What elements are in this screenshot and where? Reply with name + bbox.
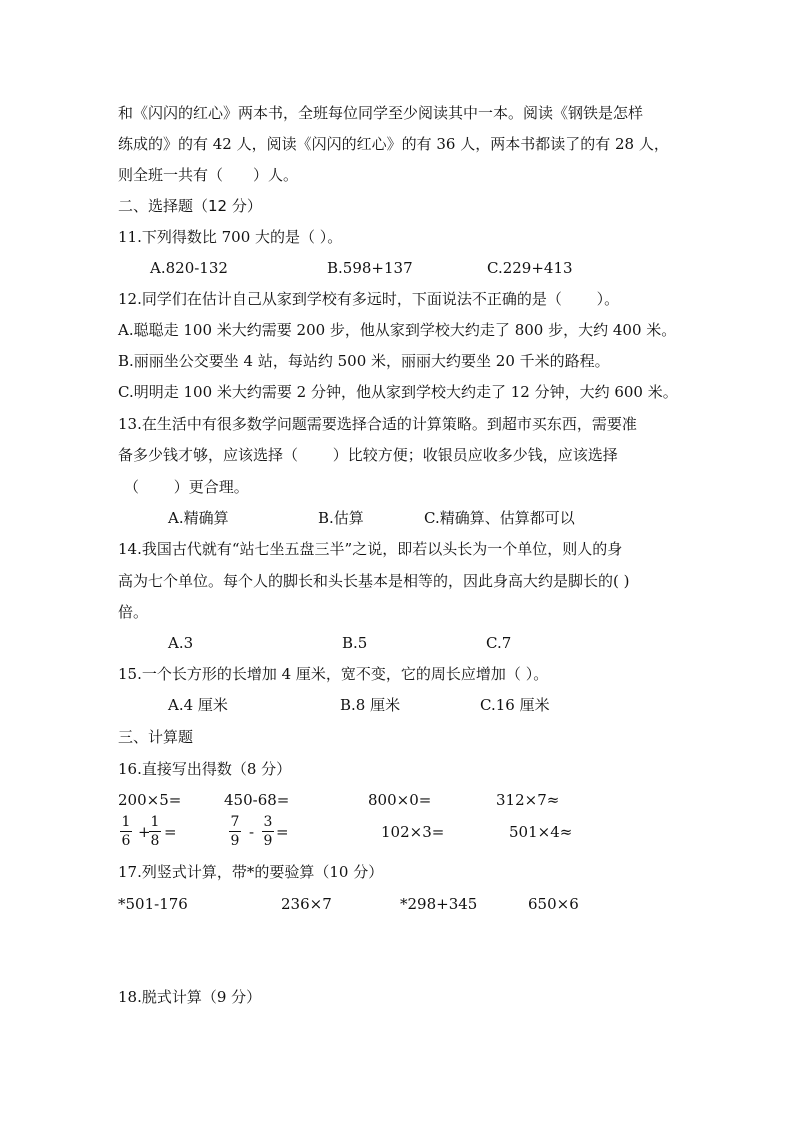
q17-item-1: *501-176 <box>118 895 188 913</box>
q14-option-b: B.5 <box>342 634 368 652</box>
intro-line-2: 练成的》的有 42 人，阅读《闪闪的红心》的有 36 人，两本书都读了的有 28 人， <box>118 135 669 153</box>
minus-sign: - <box>249 823 255 841</box>
q14-option-c: C.7 <box>486 634 512 652</box>
denominator: 6 <box>121 833 131 849</box>
fraction-bar <box>229 831 241 832</box>
q14-line-1: 14.我国古代就有“站七坐五盘三半”之说，即若以头长为一个单位，则人的身 <box>118 540 623 558</box>
q13-option-a: A.精确算 <box>168 509 229 527</box>
q18-title: 18.脱式计算（9 分） <box>118 988 262 1006</box>
fraction-three-ninths <box>262 814 274 849</box>
intro-line-1: 和《闪闪的红心》两本书，全班每位同学至少阅读其中一本。阅读《钢铁是怎样 <box>118 104 644 122</box>
equals-sign: = <box>276 823 289 841</box>
q15-option-a: A.4 厘米 <box>168 696 228 714</box>
q13-option-c: C.精确算、估算都可以 <box>424 509 575 527</box>
denominator: 9 <box>230 833 240 849</box>
q11-option-a: A.820-132 <box>150 259 228 277</box>
numerator: 7 <box>230 814 240 830</box>
intro-line-3: 则全班一共有（ ）人。 <box>118 166 299 184</box>
fraction-bar <box>120 831 132 832</box>
q11-option-c: C.229+413 <box>487 259 573 277</box>
numerator: 3 <box>263 814 273 830</box>
q13-line-1: 13.在生活中有很多数学问题需要选择合适的计算策略。到超市买东西，需要准 <box>118 415 637 433</box>
q15-option-b: B.8 厘米 <box>340 696 401 714</box>
q11-stem: 11.下列得数比 700 大的是（ ）。 <box>118 228 343 246</box>
numerator: 1 <box>150 814 160 830</box>
q16-expr-3: 800×0= <box>368 791 432 809</box>
q17-item-3: *298+345 <box>400 895 478 913</box>
section-3-title: 三、计算题 <box>118 728 194 746</box>
q14-option-a: A.3 <box>168 634 194 652</box>
q15-option-c: C.16 厘米 <box>480 696 550 714</box>
q13-line-3: （ ）更合理。 <box>124 478 249 496</box>
fraction-one-sixth <box>120 814 132 849</box>
q16-expr-7: 102×3= <box>381 823 445 841</box>
q15-stem: 15.一个长方形的长增加 4 厘米，宽不变，它的周长应增加（ ）。 <box>118 665 549 683</box>
fraction-bar <box>149 831 161 832</box>
plus-sign: + <box>138 823 151 841</box>
equals-sign: = <box>164 823 177 841</box>
q17-title: 17.列竖式计算，带*的要验算（10 分） <box>118 863 384 881</box>
q16-expr-1: 200×5= <box>118 791 182 809</box>
section-2-title: 二、选择题（12 分） <box>118 197 262 215</box>
q11-option-b: B.598+137 <box>327 259 413 277</box>
q13-option-b: B.估算 <box>318 509 364 527</box>
denominator: 9 <box>263 833 273 849</box>
q16-title: 16.直接写出得数（8 分） <box>118 760 292 778</box>
fraction-one-eighth <box>149 814 161 849</box>
q12-option-a: A.聪聪走 100 米大约需要 200 步，他从家到学校大约走了 800 步，大约 400 米。 <box>118 321 677 339</box>
q12-option-b: B.丽丽坐公交要坐 4 站，每站约 500 米，丽丽大约要坐 20 千米的路程。 <box>118 352 610 370</box>
numerator: 1 <box>121 814 131 830</box>
denominator: 8 <box>150 833 160 849</box>
q12-option-c: C.明明走 100 米大约需要 2 分钟，他从家到学校大约走了 12 分钟，大约 600 米。 <box>118 383 678 401</box>
q14-line-3: 倍。 <box>118 603 149 621</box>
q13-line-2: 备多少钱才够，应该选择（ ）比较方便；收银员应收多少钱，应该选择 <box>118 446 618 464</box>
q17-item-4: 650×6 <box>528 895 579 913</box>
fraction-bar <box>262 831 274 832</box>
q16-expr-4: 312×7≈ <box>496 791 560 809</box>
fraction-seven-ninths <box>229 814 241 849</box>
q17-item-2: 236×7 <box>281 895 332 913</box>
q14-line-2: 高为七个单位。每个人的脚长和头长基本是相等的，因此身高大约是脚长的( ) <box>118 572 630 590</box>
q16-expr-8: 501×4≈ <box>509 823 573 841</box>
q16-expr-2: 450-68= <box>224 791 290 809</box>
q12-stem: 12.同学们在估计自己从家到学校有多远时，下面说法不正确的是（ ）。 <box>118 290 620 308</box>
